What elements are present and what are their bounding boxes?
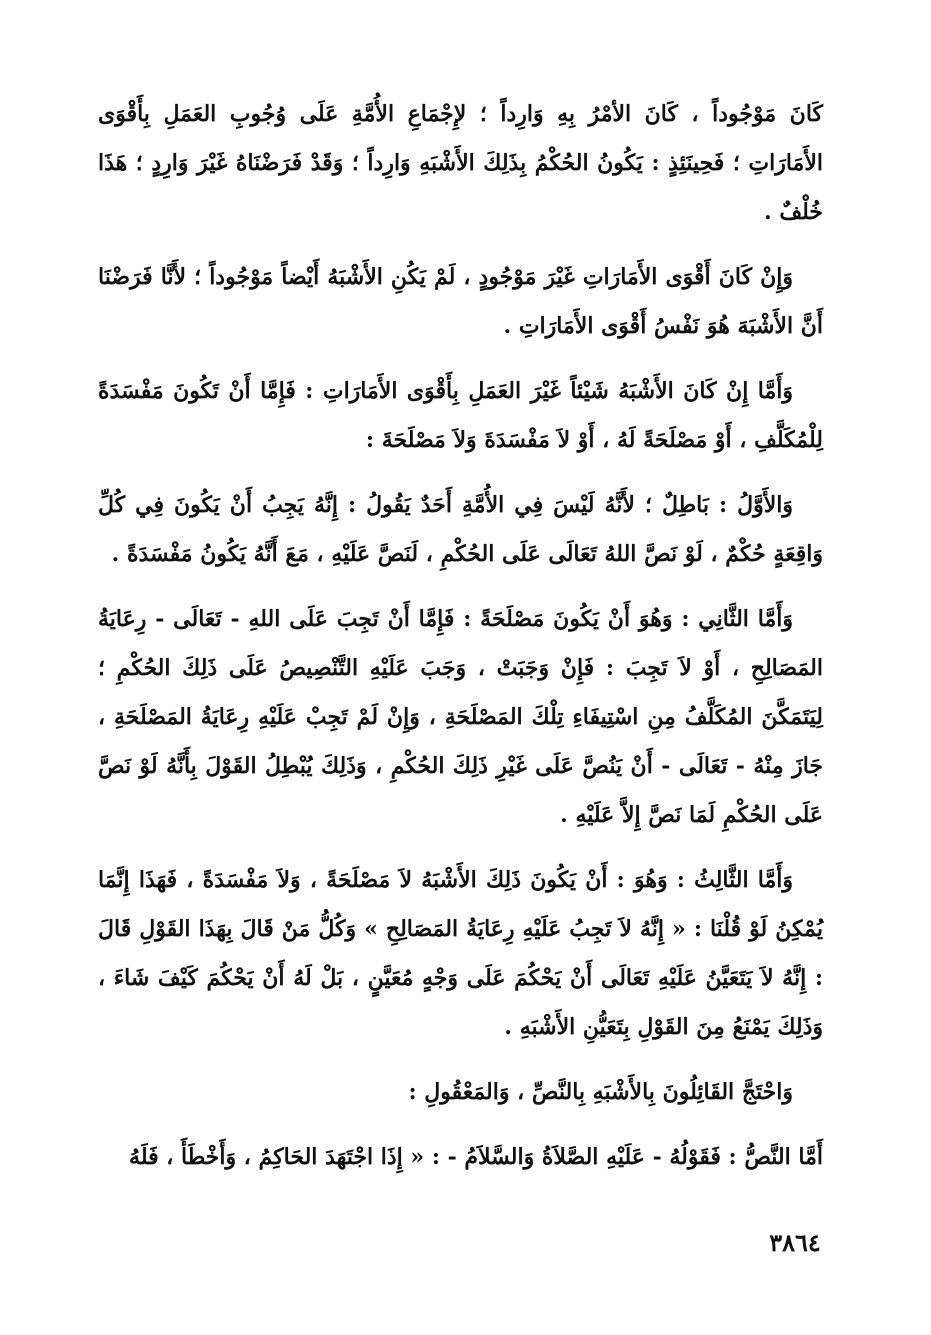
paragraph-3: وَأَمَّا إِنْ كَانَ الأَشْبَهُ شَيْئاً غَيْرَ العَمَلِ بِأَقْوَى الأَمَارَاتِ : فَإِمَّا أَنْ تَكُونَ مَفْسَدَةً لِلْمُكَلَّفِ ، أَوْ مَصْلَحَةً لَهُ ، أَوْ لاَ مَفْسَدَةَ وَلاَ مَصْلَحَةَ : [98, 378, 823, 453]
paragraph-8: أَمَّا النَّصُّ : فَقَوْلُهُ - عَلَيْهِ الصَّلاَةُ وَالسَّلاَمُ - : « إِذَا اجْتَهَدَ الحَاكِمُ ، وَأَخْطَأَ ، فَلَهُ [129, 1144, 823, 1170]
paragraph-7: وَاحْتَجَّ القَائِلُونَ بِالأَشْبَهِ بِالنَّصِّ ، وَالمَعْقُولِ : [408, 1079, 793, 1105]
paragraph-1: كَانَ مَوْجُوداً ، كَانَ الأمْرُ بِهِ وَارِداً ؛ لإِجْمَاعِ الأُمَّةِ عَلَى وُجُوبِ العَمَلِ بِأَقْوَى الأَمَارَاتِ ؛ فَحِينَئِذٍ : يَكُونُ الحُكْمُ بِذَلِكَ الأَشْبَهِ وَارِداً ؛ وَقَدْ فَرَضْنَاهُ غَيْرَ وَارِدٍ ؛ هَذَا خُلْفٌ . [98, 101, 823, 225]
paragraph-4: وَالأَوَّلُ : بَاطِلٌ ؛ لأَنَّهُ لَيْسَ فِي الأُمَّةِ أَحَدٌ يَقُولُ : إِنَّهُ يَجِبُ أَنْ يَكُونَ فِي كُلِّ وَاقِعَةٍ حُكْمٌ ، لَوْ نَصَّ اللهُ تَعَالَى عَلَى الحُكْمِ ، لَنَصَّ عَلَيْهِ ، مَعَ أَنَّهُ يَكُونُ مَفْسَدَةً . [98, 492, 823, 567]
page-number: ٣٨٦٤ [769, 1228, 821, 1257]
paragraph-2: وَإِنْ كَانَ أَقْوَى الأَمَارَاتِ غَيْرَ مَوْجُودٍ ، لَمْ يَكُنِ الأَشْبَهُ أَيْضاً مَوْجُوداً ؛ لأَنَّا فَرَضْنَا أَنَّ الأَشْبَهَ هُوَ نَفْسُ أَقْوَى الأَمَارَاتِ . [98, 264, 823, 339]
paragraph-6: وَأَمَّا الثَّالِثُ : وَهُوَ : أَنْ يَكُونَ ذَلِكَ الأَشْبَهُ لاَ مَصْلَحَةً ، وَلاَ مَفْسَدَةً ، فَهَذَا إِنَّمَا يُمْكِنُ لَوْ قُلْنَا : « إِنَّهُ لاَ تَجِبُ عَلَيْهِ رِعَايَةُ المَصَالِحِ » وَكُلُّ مَنْ قَالَ بِهَذَا القَوْلِ قَالَ : إِنَّهُ لاَ يَتَعَيَّنُ عَلَيْهِ تَعَالَى أَنْ يَحْكُمَ عَلَى وَجْهٍ مُعَيَّنٍ ، بَلْ لَهُ أَنْ يَحْكُمَ كَيْفَ شَاءَ ، وَذَلِكَ يَمْنَعُ مِنَ القَوْلِ بِتَعَيُّنِ الأَشْبَهِ . [98, 867, 823, 1040]
body-text [98, 90, 823, 1198]
paragraph-5: وَأَمَّا الثَّانِي : وَهُوَ أَنْ يَكُونَ مَصْلَحَةً : فَإِمَّا أَنْ تَجِبَ عَلَى اللهِ - تَعَالَى - رِعَايَةُ المَصَالِحِ ، أَوْ لاَ تَجِبَ : فَإِنْ وَجَبَتْ ، وَجَبَ عَلَيْهِ التَّنْصِيصُ عَلَى ذَلِكَ الحُكْمِ ؛ لِيَتَمَكَّنَ المُكَلَّفُ مِنِ اسْتِيفَاءِ تِلْكَ المَصْلَحَةِ ، وَإِنْ لَمْ تَجِبْ عَلَيْهِ رِعَايَةُ المَصْلَحَةِ ، جَازَ مِنْهُ - تَعَالَى - أَنْ يَنُصَّ عَلَى غَيْرِ ذَلِكَ الحُكْمِ ، وَذَلِكَ يُبْطِلُ القَوْلَ بِأَنَّهُ لَوْ نَصَّ عَلَى الحُكْمِ لَمَا نَصَّ إِلاَّ عَلَيْهِ . [98, 606, 823, 828]
